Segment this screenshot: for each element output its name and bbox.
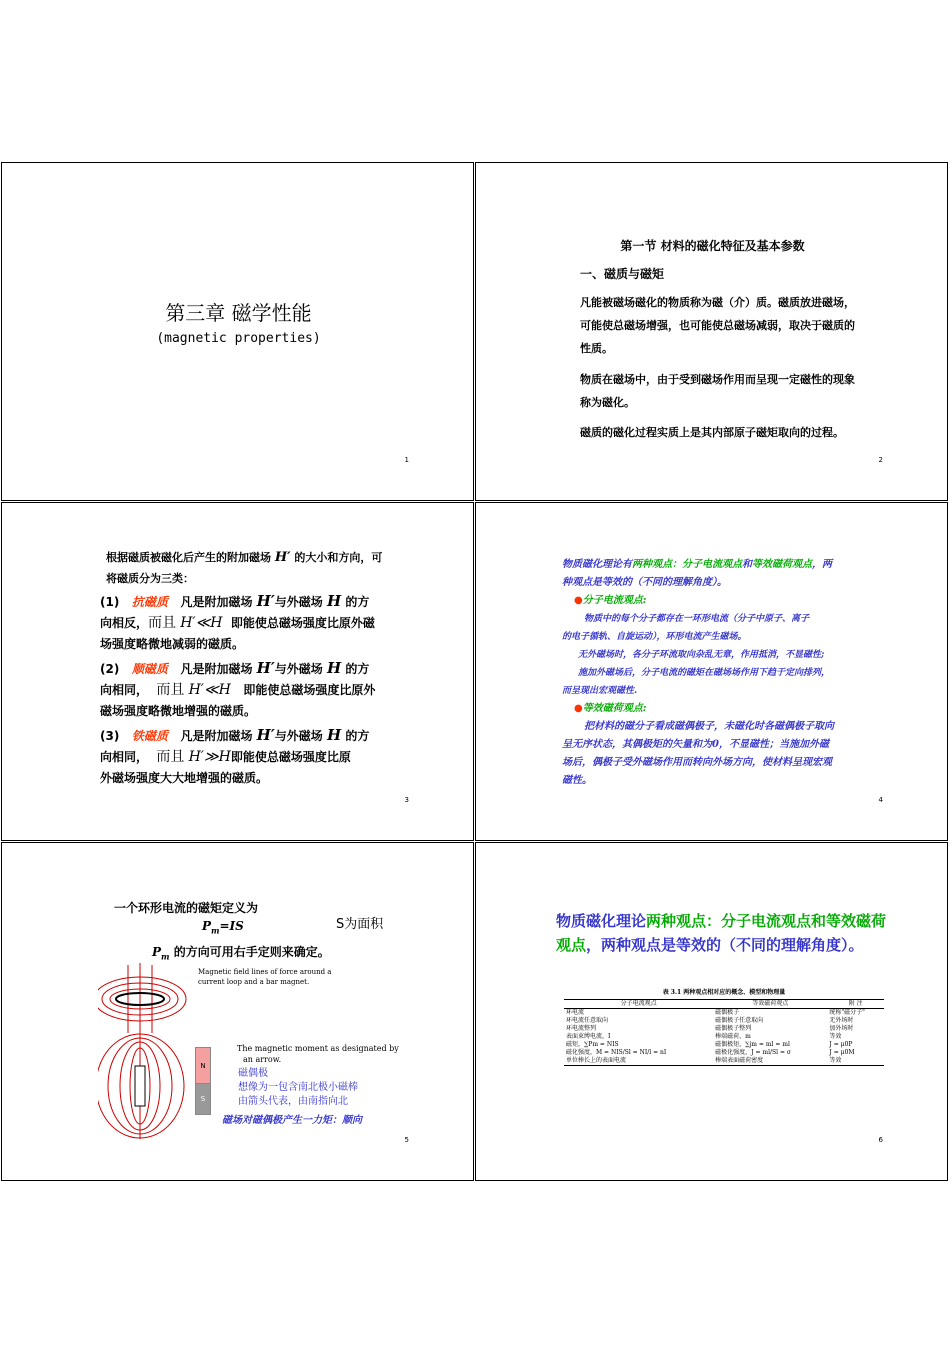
table-row [564,1057,884,1066]
intro-text [106,547,382,589]
text-span: 物质磁化理论有 [562,559,632,570]
bullet-label-text: 分子电流观点: [582,595,647,606]
direction-text: 的方向可用右手定则来确定。 [173,945,330,959]
chapter-title: 第三章 磁学性能 [165,301,312,325]
category-item [100,658,375,722]
note-line: 想像为一包含南北极小磁棒 [238,1082,358,1093]
table-row [564,1033,884,1041]
table-header: 附 注 [827,1000,884,1009]
category-list [100,591,375,789]
page-number: 4 [878,796,883,804]
item-text: 凡是附加磁场 [180,662,253,676]
text-line: 性质。 [580,342,613,355]
relation: H′≪H [188,682,231,698]
item-text: 的方 [345,662,370,676]
text-line: 物质中的每个分子都存在一环形电流（分子中原子、离子 [584,614,810,624]
slide-3 [1,502,474,841]
moment-definition: 一个环形电流的磁矩定义为 [114,901,259,915]
table-cell: 磁偶极子 [715,1009,740,1016]
table-row [564,1049,884,1057]
table-row [564,1041,884,1049]
table-cell: 单位棒长上的表面电流 [564,1057,713,1066]
table-caption: 表 3.1 两种观点相对应的概念、模型和物理量 [662,989,786,996]
table-header: 等效磁荷观点 [713,1000,827,1009]
symbol: H [326,592,342,610]
table-cell: 环电流整列 [566,1025,597,1032]
category-item [100,591,375,655]
item-text: 与外磁场 [274,729,323,743]
symbol: H [326,659,342,677]
symbol: H [326,726,342,744]
text-span: 分子电流观点 [682,559,742,570]
item-text: 而且 [156,682,185,698]
table-cell: 磁化强度，M = NIS/Sl = NI/l = nI [566,1049,667,1056]
note-line: 磁偶极 [238,1068,268,1079]
table-cell: 无外场时 [829,1017,854,1024]
text-span: 两种观点： [646,912,722,930]
direction-note [152,943,330,961]
slide-6 [475,842,948,1181]
text-line: 把材料的磁分子看成磁偶极子，未磁化时各磁偶极子取向 [584,721,834,732]
item-text: 而且 [148,615,177,631]
table-cell: J = μ0M [829,1049,855,1056]
table-row [564,1009,884,1018]
table-cell: J = μ0P [829,1041,853,1048]
table-cell: 磁偶极子任意取向 [715,1017,764,1024]
table-cell: 磁偶极矩，∑jm = ml = ml [715,1041,790,1048]
text-span: 等效磁荷观点 [752,559,812,570]
intro-text-a: 根据磁质被磁化后产生的附加磁场 [106,551,271,564]
item-text: 即能使总磁场强度比原外磁 [230,616,375,630]
intro-text-2: 将磁质分为三类： [106,572,194,585]
symbol: H′ [256,592,275,610]
table-cell: 棒端磁荷，m [715,1033,751,1040]
paragraph-1 [580,291,855,360]
text-line: 凡能被磁场磁化的物质称为磁（介）质。磁质放进磁场， [580,296,855,309]
table-cell: 等效 [827,1057,884,1066]
item-name: 抗磁质 [131,595,168,609]
caption-line: The magnetic moment as designated by [237,1044,399,1053]
slide-2 [475,162,948,501]
page-number: 6 [878,1136,883,1144]
text-span: ，两种观点是等效的（不同的理解角度）。 [586,936,864,954]
item-text: 而且 [156,749,185,765]
bar-magnet-south [195,1083,211,1115]
item-name: 铁磁质 [131,729,168,743]
paragraph-3: 磁质的磁化过程实质上是其内部原子磁矩取向的过程。 [580,426,844,439]
item-text: 的方 [345,595,370,609]
item-text: 与外磁场 [274,662,323,676]
symbol: H′ [256,659,275,677]
item-text: 的方 [345,729,370,743]
symbol-pm: $P_m$ [152,945,170,962]
text-line: 物质在磁场中，由于受到磁场作用而呈现一定磁性的现象 [580,373,855,386]
caption-field-lines [198,967,331,987]
page-number: 3 [404,796,409,804]
item-name: 顺磁质 [131,662,168,676]
item-text: 与外磁场 [274,595,323,609]
item-text: 磁场强度略微地增强的磁质。 [100,704,257,718]
bullet-label-text: 等效磁荷观点: [582,703,647,714]
item-text: 凡是附加磁场 [180,729,253,743]
caption-moment [237,1043,399,1065]
comparison-table [564,999,884,1066]
table-cell: 统称"磁分子" [829,1009,865,1016]
table-header: 分子电流观点 [564,1000,713,1009]
table-cell: 棒端表面磁荷密度 [713,1057,827,1066]
symbol-h-prime: H′ [274,550,291,565]
slide-4 [475,502,948,841]
theory-text [562,556,902,790]
bullet-magnetic-charge: ●等效磁荷观点: [574,703,647,714]
text-line: 种观点是等效的（不同的理解角度）。 [562,577,727,588]
symbol: H′ [256,726,275,744]
item-number: (1) [100,595,120,609]
item-number: (3) [100,729,120,743]
text-line: 称为磁化。 [580,396,635,409]
text-span: ，两 [812,559,832,570]
chinese-notes [238,1067,358,1109]
item-text: 向相同， [100,750,149,764]
item-text: 向相同， [100,683,149,697]
bullet-molecular-current: ●分子电流观点: [574,595,647,606]
item-number: (2) [100,662,120,676]
item-text: 即能使总磁场强度比原外 [243,683,376,697]
caption-line: an arrow. [243,1055,282,1064]
paragraph-2 [580,368,855,414]
table-cell: 磁偶极子整列 [715,1025,752,1032]
theory-heading [556,909,886,957]
text-line: 场后，偶极子受外磁场作用而转向外场方向，使材料呈现宏观 [562,757,832,768]
table-cell: 环电流任意取向 [566,1017,609,1024]
subsection-heading: 一、磁质与磁矩 [580,267,665,281]
text-line: 可能使总磁场增强，也可能使总磁场减弱，取决于磁质的 [580,319,855,332]
item-text: 凡是附加磁场 [180,595,253,609]
text-line: 的电子循轨、自旋运动），环形电流产生磁场。 [562,632,747,642]
text-line: 磁性。 [562,775,592,786]
caption-line: current loop and a bar magnet. [198,978,310,986]
page-number: 5 [404,1136,409,1144]
text-span: 分子电流观点和等效磁荷 [721,912,887,930]
caption-line: Magnetic field lines of force around a [198,968,332,976]
intro-text-b: 的大小和方向，可 [294,551,383,564]
text-line: 呈无序状态，其偶极矩的矢量和为0，不显磁性；当施加外磁 [562,739,829,750]
table-cell: 磁极化强度，J = ml/Sl = σ [715,1049,792,1056]
moment-formula: $P_m=IS$ [202,919,244,936]
text-line: 施加外磁场后，分子电流的磁矩在磁场场作用下趋于定向排列， [578,668,831,678]
item-text: 即能使总磁场强度比原 [230,750,351,764]
item-text: 外磁场强度大大地增强的磁质。 [100,771,269,785]
south-label: S [200,1095,206,1103]
slide-grid [1,162,949,1184]
area-note: S为面积 [336,917,384,932]
table-cell: 加外场时 [829,1025,854,1032]
page-number: 1 [404,456,409,464]
text-span: 两种观点： [632,559,682,570]
relation: H′≫H [188,749,231,765]
text-line: 无外磁场时，各分子环流取向杂乱无章，作用抵消，不显磁性; [578,650,825,660]
table-cell: 磁矩，∑Pm = NIS [566,1041,619,1048]
table-row [564,1025,884,1033]
item-text: 场强度略微地减弱的磁质。 [100,637,245,651]
chapter-subtitle: (magnetic properties) [156,331,321,346]
slide-1 [1,162,474,501]
table-row [564,1017,884,1025]
relation: H′≪H [180,615,223,631]
note-line: 由箭头代表，由南指向北 [238,1096,348,1107]
text-line: 而呈现出宏观磁性. [562,686,638,696]
text-span: 物质磁化理论 [556,912,647,930]
item-text: 向相反， [100,616,149,630]
text-span: 和 [742,559,752,570]
bar-magnet-north [195,1047,211,1085]
north-label: N [200,1062,206,1070]
table-cell: 表面束缚电流，I [566,1033,611,1040]
section-heading: 第一节 材料的磁化特征及基本参数 [620,239,805,253]
text-span: 观点 [556,936,587,954]
torque-note: 磁场对磁偶极产生一力矩：顺向 [222,1115,362,1126]
table-cell: 环电流 [566,1009,585,1016]
field-lines-illustration [98,961,198,1139]
category-item [100,725,375,789]
table-cell: 等效 [829,1033,842,1040]
slide-5 [1,842,474,1181]
page-number: 2 [878,456,883,464]
